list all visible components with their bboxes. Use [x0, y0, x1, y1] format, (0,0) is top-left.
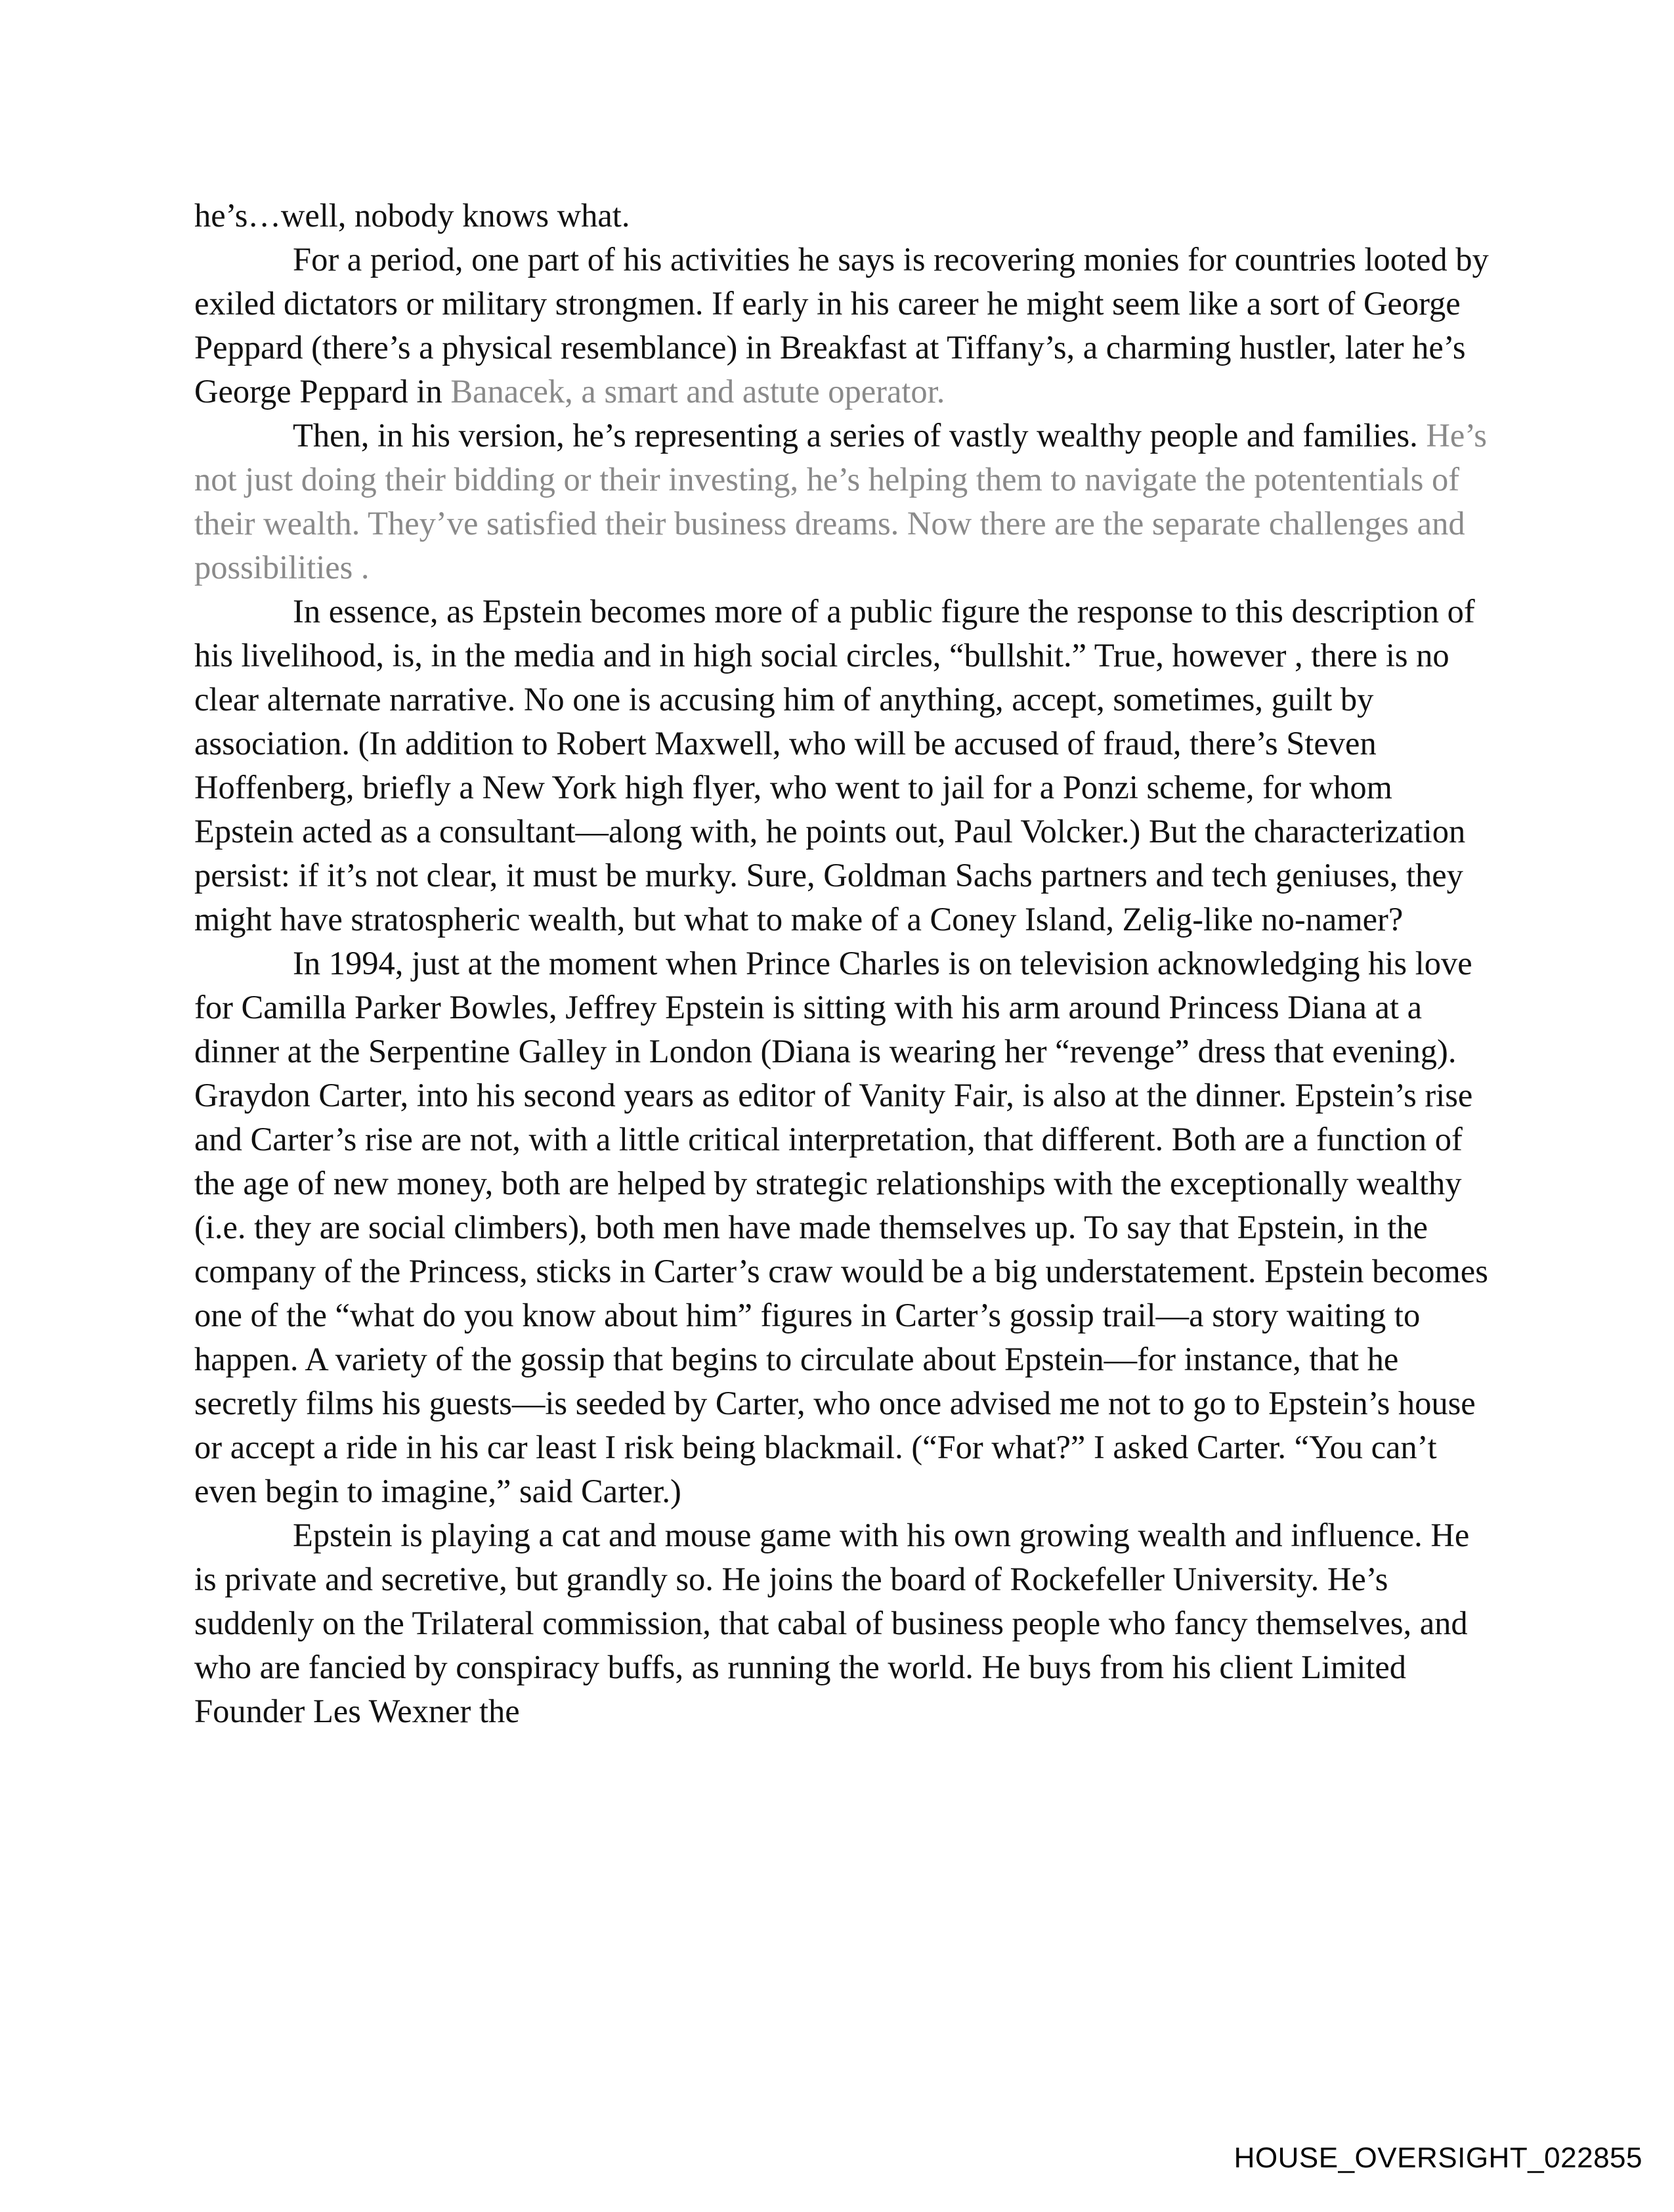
- paragraph-6-text: Epstein is playing a cat and mouse game with his own growing wealth and influence. He is private and secretive, but grandly so. He joins the board of Rockefeller University. He’s suddenly on the Trilateral commission, that cabal of business people who fancy themselves, and who are fancied by conspiracy buffs, as running the world. He buys from his client Limited Founder Les Wexner the: [194, 1517, 1470, 1729]
- paragraph-6: [194, 1513, 1491, 1733]
- paragraph-2-faded-text: Banacek, a smart and astute operator.: [450, 373, 945, 410]
- paragraph-3-faded-text: He’s not just doing their bidding or their investing, he’s helping them to navigate the potententials of their wealth. They’ve satisfied their business dreams. Now there are the separate challenges and possibilities .: [194, 417, 1487, 586]
- paragraph-3: [194, 414, 1491, 590]
- paragraph-1: [194, 194, 1491, 238]
- paragraph-3-text: Then, in his version, he’s representing a series of vastly wealthy people and families.: [293, 417, 1427, 454]
- document-body: [194, 194, 1491, 1733]
- paragraph-4-text: In essence, as Epstein becomes more of a public figure the response to this description of his livelihood, is, in the media and in high social circles, “bullshit.” True, however , there is no clear alternate narrative. No one is accusing him of anything, accept, sometimes, guilt by association. (In addition to Robert Maxwell, who will be accused of fraud, there’s Steven Hoffenberg, briefly a New York high flyer, who went to jail for a Ponzi scheme, for whom Epstein acted as a consultant—along with, he points out, Paul Volcker.) But the characterization persist: if it’s not clear, it must be murky. Sure, Goldman Sachs partners and tech geniuses, they might have stratospheric wealth, but what to make of a Coney Island, Zelig-like no-namer?: [194, 593, 1475, 938]
- document-id-footer: HOUSE_OVERSIGHT_022855: [1234, 2142, 1642, 2174]
- paragraph-5-text: In 1994, just at the moment when Prince Charles is on television acknowledging his love for Camilla Parker Bowles, Jeffrey Epstein is sitting with his arm around Princess Diana at a dinner at the Serpentine Galley in London (Diana is wearing her “revenge” dress that evening). Graydon Carter, into his second years as editor of Vanity Fair, is also at the dinner. Epstein’s rise and Carter’s rise are not, with a little critical interpretation, that different. Both are a function of the age of new money, both are helped by strategic relationships with the exceptionally wealthy (i.e. they are social climbers), both men have made themselves up. To say that Epstein, in the company of the Princess, sticks in Carter’s craw would be a big understatement. Epstein becomes one of the “what do you know about him” figures in Carter’s gossip trail—a story waiting to happen. A variety of the gossip that begins to circulate about Epstein—for instance, that he secretly films his guests—is seeded by Carter, who once advised me not to go to Epstein’s house or accept a ride in his car least I risk being blackmail. (“For what?” I asked Carter. “You can’t even begin to imagine,” said Carter.): [194, 945, 1488, 1509]
- paragraph-4: [194, 590, 1491, 942]
- paragraph-2: [194, 238, 1491, 414]
- paragraph-1-text: he’s…well, nobody knows what.: [194, 197, 630, 234]
- paragraph-2-text: For a period, one part of his activities he says is recovering monies for countries looted by exiled dictators or military strongmen. If early in his career he might seem like a sort of George Peppard (there’s a physical resemblance) in Breakfast at Tiffany’s, a charming hustler, later he’s George Peppard in: [194, 241, 1489, 410]
- paragraph-5: [194, 942, 1491, 1513]
